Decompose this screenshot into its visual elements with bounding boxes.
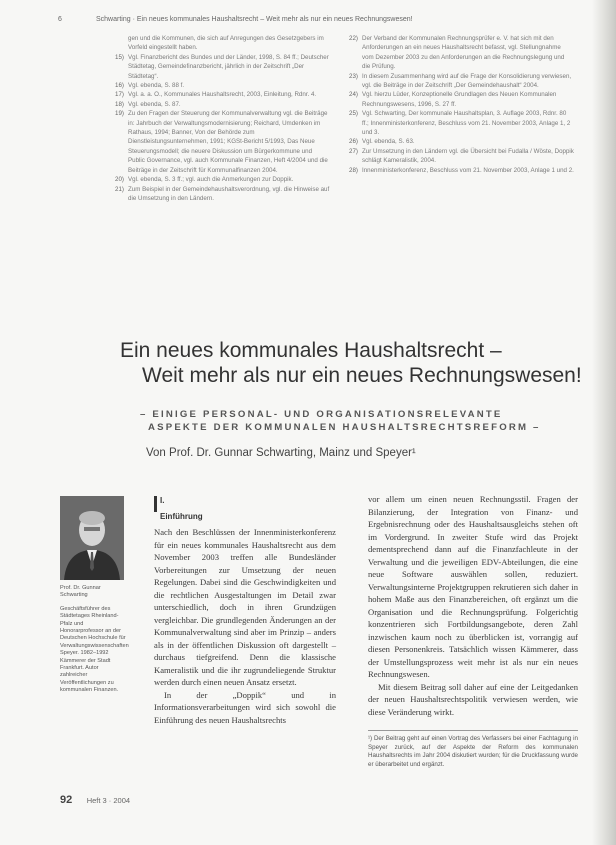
- footnote-text: Zum Beispiel in der Gemeindehaushaltsverordnung, vgl. die Hinweise auf die Umsetzung in den Ländern.: [128, 185, 330, 202]
- footnote-text: Vgl. ebenda, S. 88 f.: [128, 82, 185, 90]
- footnote-entry: [108, 109, 330, 175]
- footnote-text: Vgl. Finanzbericht des Bundes und der Länder, 1998, S. 84 ff.; Deutscher Städtetag, Gemeindefinanzbericht, jährlich in der Zeitschrift „Der Städtetag“.: [128, 53, 329, 80]
- footnote-text: Zur Umsetzung in den Ländern vgl. die Übersicht bei Fudalla / Wöste, Doppik schlägt Kameralistik, 2004.: [362, 147, 574, 165]
- footnote-number: 18): [115, 100, 124, 108]
- footnote-number: 22): [349, 35, 358, 42]
- footnote-text: Vgl. ebenda, S. 63.: [362, 138, 415, 146]
- footnote-entry: [342, 147, 574, 166]
- footnote-text: Vgl. ebenda, S. 87.: [128, 100, 181, 108]
- footnote-number: 23): [349, 72, 358, 80]
- article-title-line-2: Weit mehr als nur ein neues Rechnungswesen!: [142, 364, 582, 387]
- body-paragraph: Nach den Beschlüssen der Innenministerkonferenz für ein neues kommunales Haushaltsrecht aus dem November 2003 treffen alle Bundesländer Vorbereitungen zur Umsetzung der neuen Regelungen. Dabei sind die Geschwindigkeiten und die rechtlichen Ausgestaltungen im Detail zwar unterschiedlich, doch in ihren Grundzügen vergleichbar. Die grundlegenden Änderungen an der Kommunalverwaltung sind aber im Prinzip – anders als in der öffentlichen Diskussion oft dargestellt – durchaus tiefgreifend. Denn die klassische Kameralistik und die ihr zugrundeliegende Struktur werden durch einen neuen Ansatz ersetzt.: [154, 527, 336, 687]
- footnote-entry: [342, 90, 574, 109]
- article-title-line-1: Ein neues kommunales Haushaltsrecht –: [120, 339, 502, 362]
- footnote-number: 21): [115, 185, 124, 193]
- footnote-text: Vgl. Schwarting, Der kommunale Haushaltsplan, 3. Auflage 2003, Rdnr. 80 ff.; Innenministerkonferenz, Beschluss vom 21. November 2003, Anlage 1, 2 und 3.: [362, 110, 571, 137]
- author-photo: [60, 496, 124, 580]
- footnote-entry: [108, 175, 330, 184]
- article-author: Von Prof. Dr. Gunnar Schwarting, Mainz und Speyer¹: [146, 447, 416, 459]
- running-header: [58, 16, 578, 23]
- page-footer: [60, 790, 130, 808]
- footnote-number: 25): [349, 110, 358, 118]
- footer-issue: Heft 3 · 2004: [86, 796, 131, 805]
- footnote-number: 16): [115, 82, 124, 90]
- footer-page-number: 92: [60, 794, 73, 806]
- article-footnote-1: ¹) Der Beitrag geht auf einen Vortrag des Verfassers bei einer Fachtagung in Speyer zurück, auf der Aspekte der Reform des kommunalen Haushaltsrechts im Jahr 2004 diskutiert wurden; für die Druckfassung wurde er überarbeitet und ergänzt.: [368, 730, 578, 769]
- photo-caption-name: Prof. Dr. Gunnar Schwarting: [60, 585, 101, 599]
- article-subtitle-line-2: ASPEKTE DER KOMMUNALEN HAUSHALTSRECHTSREFORM –: [148, 422, 541, 433]
- body-column-1: [154, 526, 336, 726]
- article-subtitle-line-1: – EINIGE PERSONAL- UND ORGANISATIONSRELEVANTE: [140, 409, 503, 420]
- header-running-title: Schwarting · Ein neues kommunales Haushaltsrecht – Weit mehr als nur ein neues Rechnungswesen!: [96, 16, 413, 23]
- footnotes-left-column: [108, 34, 330, 203]
- body-column-2-text: [368, 493, 578, 718]
- page-edge-shadow: [592, 0, 616, 845]
- author-portrait-image: [60, 496, 124, 580]
- footnote-entry: [342, 137, 574, 146]
- footnote-text: Vgl. a. a. O., Kommunales Haushaltsrecht, 2003, Einleitung, Rdnr. 4.: [128, 91, 317, 99]
- footnote-text: gen und die Kommunen, die sich auf Anregungen des Gesetzgebers im Vorfeld eingestellt haben.: [128, 35, 324, 52]
- footnote-number: 27): [349, 147, 358, 155]
- footnote-text: Innenministerkonferenz, Beschluss vom 21. November 2003, Anlage 1 und 2.: [362, 166, 574, 174]
- photo-caption: [60, 585, 129, 695]
- header-page-number: 6: [58, 16, 62, 23]
- article-subtitle: [140, 408, 580, 434]
- footnote-entry: [108, 53, 330, 81]
- section-title: Einführung: [160, 512, 203, 521]
- footnote-number: 17): [115, 91, 124, 99]
- footnote-number: [108, 34, 124, 53]
- footnote-text: In diesem Zusammenhang wird auf die Frage der Konsolidierung verwiesen, vgl. die Beiträge in der Zeitschrift „Der Gemeindehaushalt“ 2004.: [362, 72, 572, 90]
- footnote-entry: [108, 100, 330, 109]
- article-title: [120, 338, 590, 388]
- footnotes-right-column: [342, 34, 574, 175]
- footnote-entry: [108, 34, 330, 53]
- footnote-text: Vgl. hierzu Lüder, Konzeptionelle Grundlagen des Neuen Kommunalen Rechnungswesens, 1996, S. 27 ff.: [362, 91, 557, 108]
- body-column-2: [368, 493, 578, 769]
- footnote-number: 19): [115, 110, 124, 118]
- photo-caption-bio: Geschäftsführer des Städtetages Rheinland-Pfalz und Honorarprofessor an der Deutschen Hochschule für Verwaltungswissenschaften Speyer. 1982–1992 Kämmerer der Stadt Frankfurt. Autor zahlreicher Veröffentlichungen zu kommunalen Finanzen.: [60, 605, 129, 694]
- section-heading: [154, 496, 203, 522]
- footnote-text: Der Verband der Kommunalen Rechnungsprüfer e. V. hat sich mit den Anforderungen an ein neues Haushaltsrecht befasst, vgl. Stellungnahme vom Dezember 2003 zu den Anforderungen an die Rechnungslegung und die Prüfung.: [362, 35, 565, 71]
- footnote-text: Zu den Fragen der Steuerung der Kommunalverwaltung vgl. die Beiträge in: Jahrbuch der Verwaltungsmodernisierung; Reichard, Umdenken im Rathaus, 1994; Banner, Von der Behörde zum Dienstleistungsunternehmen, 1991; KGSt-Bericht 5/1993, Das Neue Steuerungsmodell; die neuere Diskussion um Bürgerkommune und Public Governance, vgl. auch Kommunale Finanzen, Heft 4/2004 und die Beiträge in der Zeitschrift für Kommunalfinanzen 2004.: [128, 110, 328, 174]
- footnote-number: 28): [349, 166, 358, 174]
- footnote-text: Vgl. ebenda, S. 3 ff.; vgl. auch die Anmerkungen zur Doppik.: [128, 176, 294, 184]
- section-number: I.: [160, 496, 165, 505]
- footnote-entry: [108, 90, 330, 99]
- footnote-number: 20): [115, 176, 124, 184]
- footnote-number: 26): [349, 138, 358, 146]
- footnote-entry: [342, 109, 574, 137]
- footnote-number: 24): [349, 91, 358, 99]
- body-paragraph: Mit diesem Beitrag soll daher auf eine der Leitgedanken der neuen Haushaltsrechtspolitik verwiesen werden, wie diese Veränderung wirkt.: [368, 681, 578, 717]
- footnote-entry: [108, 81, 330, 90]
- body-paragraph: In der „Doppik“ und in Informationsverarbeitungen wird sich sowohl die Einführung des neuen Haushaltsrechts: [154, 689, 336, 725]
- section-marker-bar: [154, 496, 157, 512]
- footnote-number: 15): [115, 53, 124, 61]
- footnote-entry: [108, 185, 330, 204]
- body-paragraph: vor allem um einen neuen Rechnungsstil. Fragen der Bilanzierung, der Integration von Finanz- und Ergebnisrechnung oder des Haushaltsausgleichs stehen oft im Vordergrund. In zweiter Stufe wird das Projekt dementsprechend dann auf die Finanzfachleute in der Verwaltung und die jeweiligen EDV-Abteilungen, die eine neue Software auswählen sollen, reduziert. Verwaltungsinterne Projektgruppen rekrutieren sich daher in hohem Maße aus den Finanzbereichen, oft ergänzt um die Organisation und die Rechnungsprüfung. Folgerichtig konzentrieren sich Fortbildungsangebote, deren Zahl inzwischen kaum noch zu überblicken ist, vorrangig auf diesen Personenkreis. Tatsächlich wissen Kämmerer, dass der Umstellungsprozess weit mehr ist als nur ein neues Rechnungswesen.: [368, 494, 578, 679]
- footnote-entry: [342, 72, 574, 91]
- footnote-entry: [342, 166, 574, 175]
- footnote-entry: [342, 34, 574, 72]
